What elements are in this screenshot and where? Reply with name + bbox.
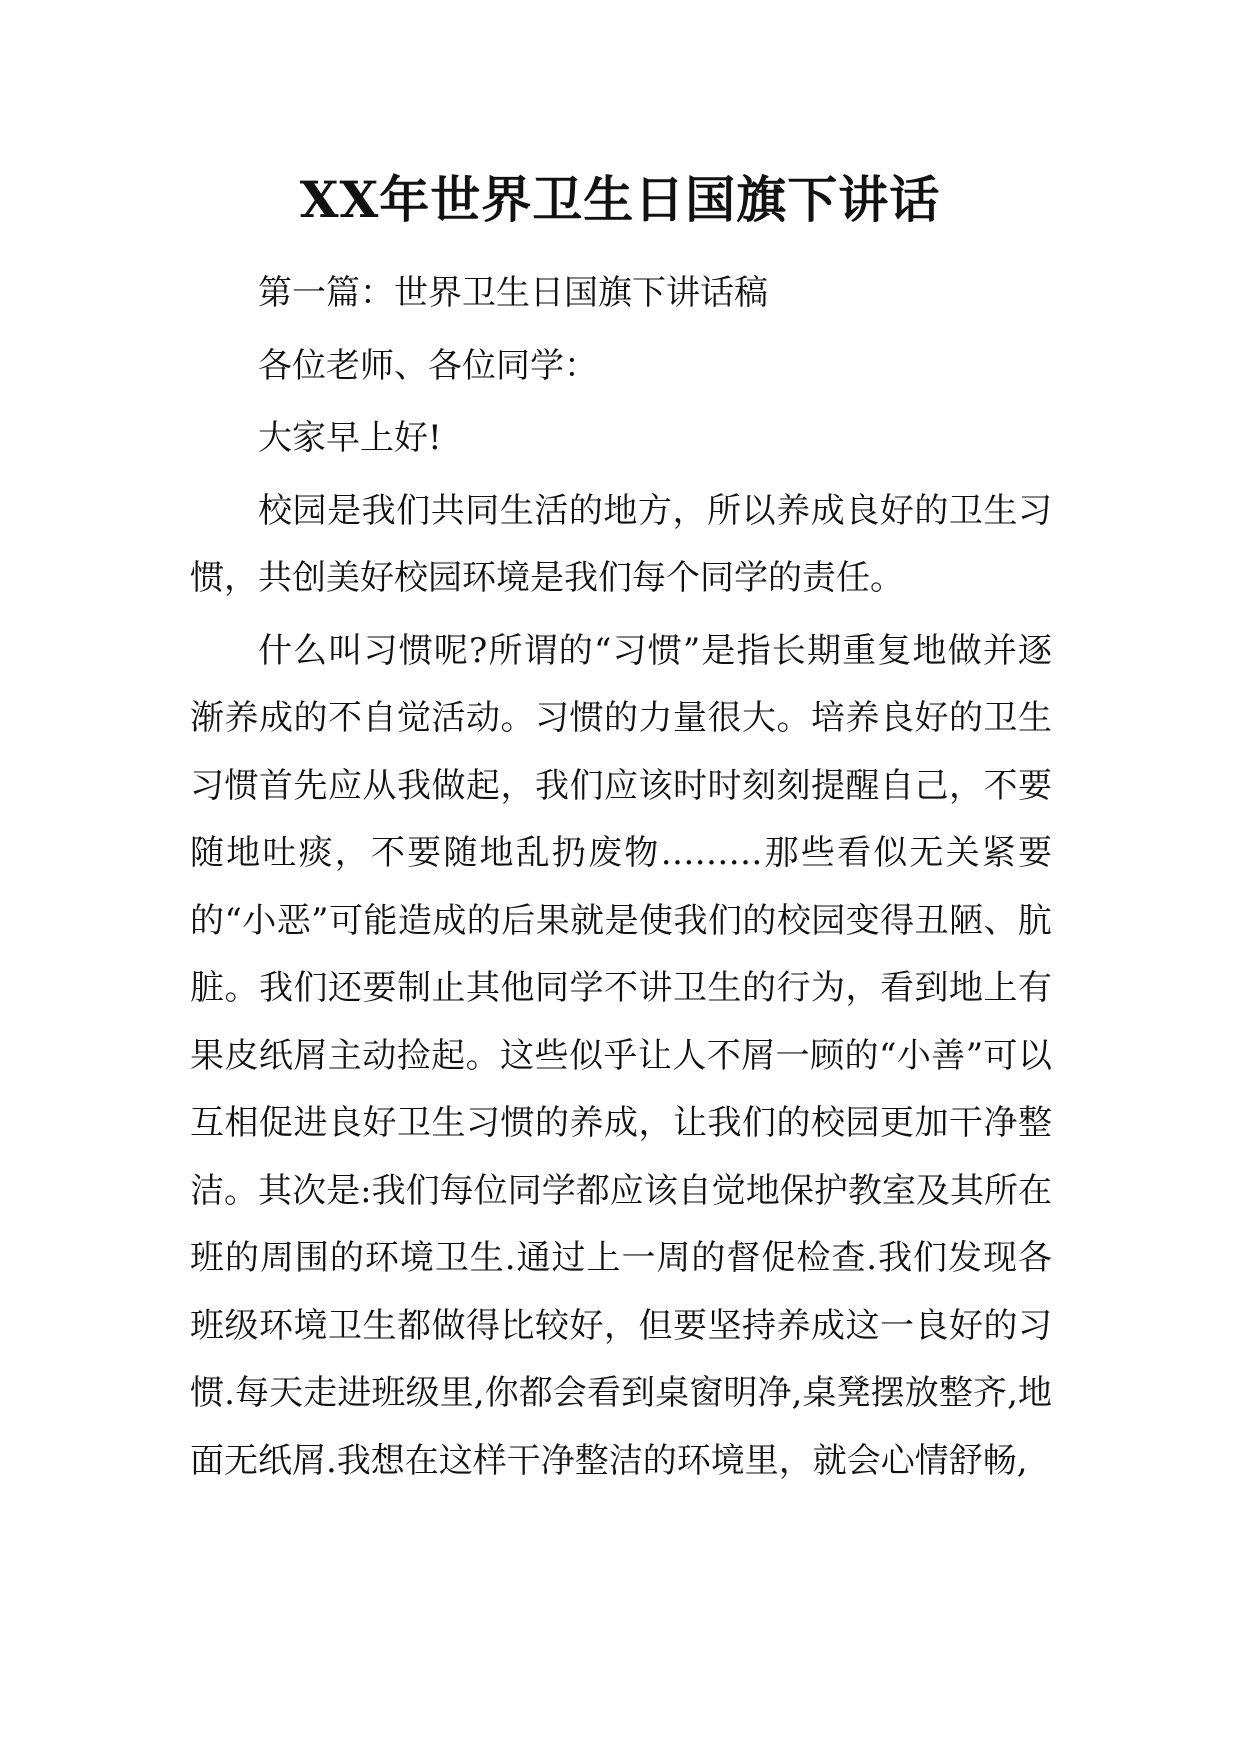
- document-body: [190, 260, 1052, 1495]
- body-paragraph: 什么叫习惯呢?所谓的“习惯”是指长期重复地做并逐渐养成的不自觉活动。习惯的力量很大。培养良好的卫生习惯首先应从我做起，我们应该时时刻刻提醒自己，不要随地吐痰，不要随地乱扔废物………那些看似无关紧要的“小恶”可能造成的后果就是使我们的校园变得丑陋、肮脏。我们还要制止其他同学不讲卫生的行为，看到地上有果皮纸屑主动捡起。这些似乎让人不屑一顾的“小善”可以互相促进良好卫生习惯的养成，让我们的校园更加干净整洁。其次是:我们每位同学都应该自觉地保护教室及其所在班的周围的环境卫生.通过上一周的督促检查.我们发现各班级环境卫生都做得比较好，但要坚持养成这一良好的习惯.每天走进班级里,你都会看到桌窗明净,桌凳摆放整齐,地面无纸屑.我想在这样干净整洁的环境里，就会心情舒畅,: [190, 630, 1052, 1481]
- document-title: XX年世界卫生日国旗下讲话: [299, 170, 941, 229]
- section-heading: 第一篇：世界卫生日国旗下讲话稿: [258, 273, 768, 313]
- body-paragraph: 校园是我们共同生活的地方，所以养成良好的卫生习惯，共创美好校园环境是我们每个同学的责任。: [190, 490, 1052, 598]
- salutation: 各位老师、各位同学：: [258, 345, 598, 386]
- greeting: 大家早上好!: [258, 418, 442, 458]
